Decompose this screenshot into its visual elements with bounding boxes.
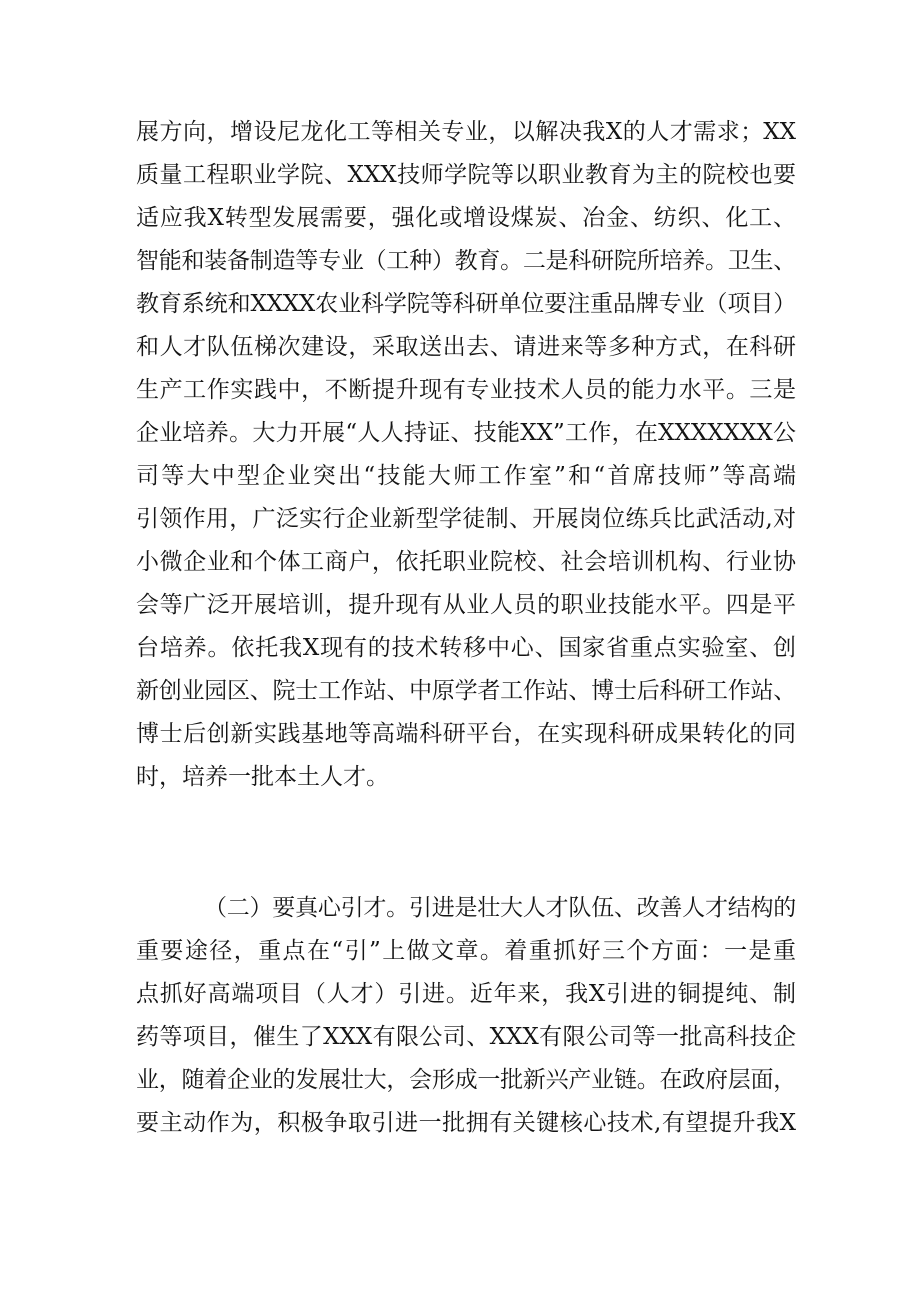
text-line: 司等大中型企业突出“技能大师工作室”和“首席技师”等高端 [136, 463, 796, 489]
text-line: 适应我X转型发展需要，强化或增设煤炭、冶金、纺织、化工、 [136, 205, 796, 231]
paragraph-talent-introduction [136, 887, 796, 1145]
text-line: 药等项目，催生了XXX有限公司、XXX有限公司等一批高科技企 [136, 1024, 796, 1050]
text-line: 小微企业和个体工商户，依托职业院校、社会培训机构、行业协 [136, 549, 796, 575]
text-line: 点抓好高端项目（人才）引进。近年来，我X引进的铜提纯、制 [136, 981, 796, 1007]
text-line: 教育系统和XXXX农业科学院等科研单位要注重品牌专业（项目） [136, 291, 796, 317]
text-line: 企业培养。大力开展“人人持证、技能XX”工作，在XXXXXXX公 [136, 420, 796, 446]
text-line: 生产工作实践中，不断提升现有专业技术人员的能力水平。三是 [136, 377, 796, 403]
text-line: 要主动作为，积极争取引进一批拥有关键核心技术,有望提升我X [136, 1110, 796, 1136]
text-line: 新创业园区、院士工作站、中原学者工作站、博士后科研工作站、 [136, 678, 796, 704]
text-line: 质量工程职业学院、XXX技师学院等以职业教育为主的院校也要 [136, 162, 796, 188]
text-line: 和人才队伍梯次建设，采取送出去、请进来等多种方式，在科研 [136, 334, 796, 360]
text-line: 博士后创新实践基地等高端科研平台，在实现科研成果转化的同 [136, 721, 796, 747]
text-line: 智能和装备制造等专业（工种）教育。二是科研院所培养。卫生、 [136, 248, 796, 274]
text-line: 会等广泛开展培训，提升现有从业人员的职业技能水平。四是平 [136, 592, 796, 618]
text-line: 业，随着企业的发展壮大，会形成一批新兴产业链。在政府层面， [136, 1067, 796, 1093]
paragraph-talent-training [136, 111, 796, 799]
text-line: 台培养。依托我X现有的技术转移中心、国家省重点实验室、创 [136, 635, 796, 661]
text-line: 时，培养一批本土人才。 [136, 764, 389, 790]
text-line: 展方向，增设尼龙化工等相关专业，以解决我X的人才需求；XX [136, 119, 796, 145]
text-line: （二）要真心引才。引进是壮大人才队伍、改善人才结构的 [204, 895, 796, 921]
text-line: 重要途径，重点在“引”上做文章。着重抓好三个方面：一是重 [136, 938, 796, 964]
text-line: 引领作用，广泛实行企业新型学徒制、开展岗位练兵比武活动,对 [136, 506, 796, 532]
